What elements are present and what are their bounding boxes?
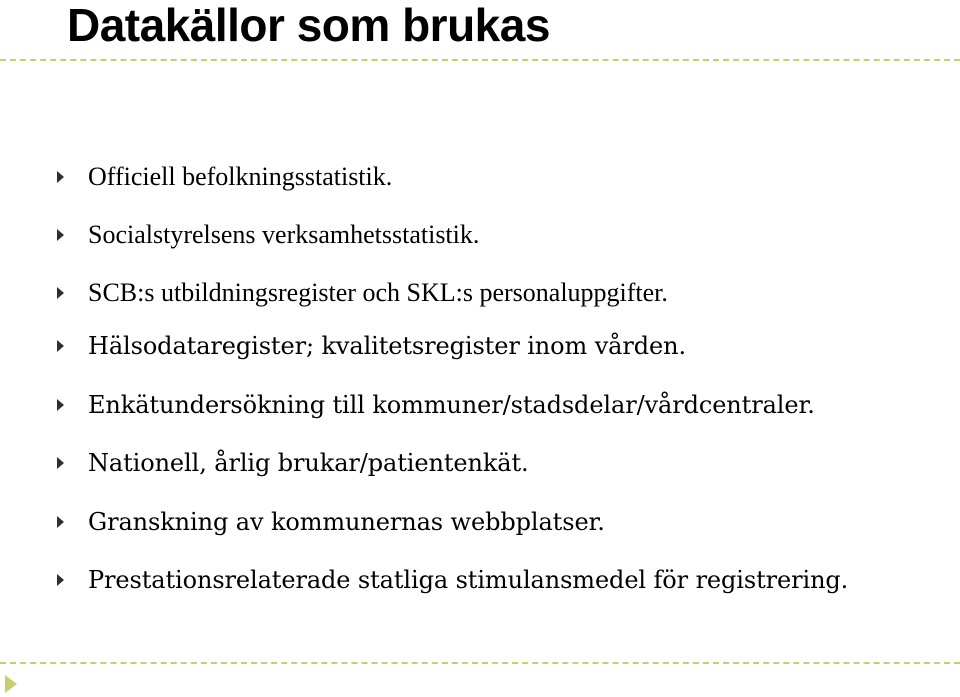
list-item xyxy=(0,446,960,480)
bottom-divider xyxy=(0,662,960,664)
list-item xyxy=(0,505,960,539)
list-item xyxy=(0,160,960,194)
bullet-triangle-icon xyxy=(57,516,64,528)
bullet-triangle-icon xyxy=(57,287,64,299)
list-item xyxy=(0,218,960,252)
list-item xyxy=(0,388,960,422)
list-item xyxy=(0,329,960,363)
list-item-text: Granskning av kommunernas webbplatser. xyxy=(88,508,605,536)
top-divider xyxy=(0,59,960,61)
bullet-triangle-icon xyxy=(57,574,64,586)
bullet-triangle-icon xyxy=(57,399,64,411)
list-item xyxy=(0,563,960,597)
bullet-triangle-icon xyxy=(57,171,64,183)
list-item-text: Enkätundersökning till kommuner/stadsdelar/vårdcentraler. xyxy=(88,391,815,419)
corner-triangle-icon xyxy=(5,675,17,693)
bullet-triangle-icon xyxy=(57,229,64,241)
list-item-text: SCB:s utbildningsregister och SKL:s personaluppgifter. xyxy=(88,278,668,307)
list-item-text: Socialstyrelsens verksamhetsstatistik. xyxy=(88,220,480,249)
list-item-text: Hälsodataregister; kvalitetsregister inom vården. xyxy=(88,332,686,360)
list-item xyxy=(0,276,960,310)
list-item-text: Prestationsrelaterade statliga stimulansmedel för registrering. xyxy=(88,566,849,594)
list-item-text: Officiell befolkningsstatistik. xyxy=(88,162,393,191)
bullet-triangle-icon xyxy=(57,457,64,469)
bullet-triangle-icon xyxy=(57,340,64,352)
slide-title: Datakällor som brukas xyxy=(67,0,550,51)
list-item-text: Nationell, årlig brukar/patientenkät. xyxy=(88,449,529,477)
